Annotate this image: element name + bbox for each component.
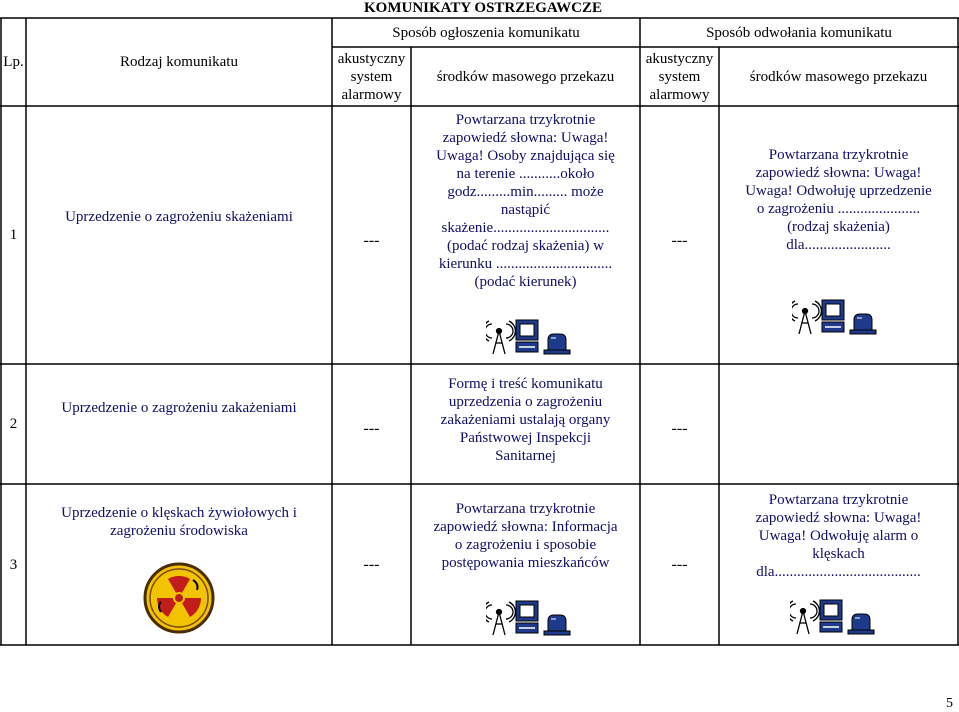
document-title: KOMUNIKATY OSTRZEGAWCZE <box>364 0 602 16</box>
radio-tower-icon <box>790 601 819 634</box>
siren-icon <box>544 334 570 354</box>
row-2-rodzaj: Uprzedzenie o zagrożeniu zakażeniami <box>61 400 297 416</box>
text-line: zapowiedź słowna: Informacja <box>433 519 618 535</box>
text-line: Uwaga! Osoby znajdująca się <box>436 148 615 164</box>
header-rodzaj: Rodzaj komunikatu <box>120 54 238 70</box>
header-akustyczny-ogl <box>332 47 411 106</box>
row-1-ogl-akustyczny: --- <box>363 232 380 249</box>
text-line: Uwaga! Odwołuję uprzedzenie <box>745 183 932 199</box>
text-line: klęskach <box>812 546 865 562</box>
text-line: (podać rodzaj skażenia) w <box>446 238 604 254</box>
text-line: zakażeniami ustalają organy <box>440 412 611 428</box>
row-1-lp: 1 <box>9 227 18 243</box>
header-akustyczny-label: akustyczny <box>645 50 714 67</box>
computer-monitor-icon <box>516 320 538 352</box>
row-2-odw-akustyczny: --- <box>671 420 688 437</box>
row-3-rodzaj <box>26 500 332 544</box>
header-media-odw: środków masowego przekazu <box>749 68 928 85</box>
row-3-odw-akustyczny: --- <box>671 555 688 573</box>
text-line: Powtarzana trzykrotnie <box>768 492 909 508</box>
text-line: Formę i treść komunikatu <box>448 376 603 392</box>
text-line: godz.........min......... może <box>447 184 604 200</box>
text-line: Państwowej Inspekcji <box>459 430 592 446</box>
media-icon-group <box>792 296 878 336</box>
text-line: Powtarzana trzykrotnie <box>455 501 596 517</box>
header-sposob-odwolania: Sposób odwołania komunikatu <box>706 24 892 41</box>
text-line: zapowiedź słowna: Uwaga! <box>755 165 922 181</box>
row-3-ogl-akustyczny: --- <box>363 555 380 573</box>
text-line: dla....................... <box>786 237 891 253</box>
computer-monitor-icon <box>822 300 844 332</box>
text-line: (rodzaj skażenia) <box>787 219 890 235</box>
text-line: o zagrożeniu i sposobie <box>454 537 597 553</box>
header-akustyczny-odw <box>640 47 719 106</box>
header-akustyczny-label: akustyczny <box>337 50 406 67</box>
computer-monitor-icon <box>820 600 842 632</box>
page-number: 5 <box>946 696 953 711</box>
text-line: postępowania mieszkańców <box>441 555 610 571</box>
radio-tower-icon <box>486 602 515 635</box>
text-line: zapowiedź słowna: Uwaga! <box>442 130 609 146</box>
row-1-ogl-media <box>411 106 640 296</box>
row-2-lp: 2 <box>9 416 18 432</box>
text-line: Uwaga! Odwołuję alarm o <box>758 528 919 544</box>
text-line: (podać kierunek) <box>474 274 577 290</box>
row-3-lp: 3 <box>9 556 18 573</box>
row-3-odw-media <box>719 488 958 584</box>
header-sposob-ogloszenia: Sposób ogłoszenia komunikatu <box>392 24 580 41</box>
text-line: Powtarzana trzykrotnie <box>455 112 596 128</box>
radio-tower-icon <box>792 301 821 334</box>
text-line: zagrożeniu środowiska <box>110 523 248 539</box>
siren-icon <box>848 614 874 634</box>
row-1-odw-media <box>719 140 958 260</box>
text-line: nastąpić <box>500 202 551 218</box>
text-line: zapowiedź słowna: Uwaga! <box>755 510 922 526</box>
media-icon-group <box>486 597 572 637</box>
media-icon-group <box>790 596 876 636</box>
header-system-label: system <box>658 68 701 85</box>
text-line: dla....................................... <box>756 564 921 580</box>
hazard-warning-sign-icon <box>143 562 215 634</box>
header-media-ogl: środków masowego przekazu <box>436 68 615 85</box>
text-line: uprzedzenia o zagrożeniu <box>448 394 603 410</box>
row-1-odw-akustyczny: --- <box>671 232 688 249</box>
header-alarmowy-label: alarmowy <box>341 86 402 103</box>
text-line: skażenie............................... <box>441 220 610 236</box>
text-line: kierunku ............................... <box>438 256 613 272</box>
row-3-ogl-media <box>411 498 640 574</box>
siren-icon <box>544 615 570 635</box>
text-line: Powtarzana trzykrotnie <box>768 147 909 163</box>
computer-monitor-icon <box>516 601 538 633</box>
row-2-ogl-media <box>411 370 640 470</box>
text-line: Sanitarnej <box>495 448 556 464</box>
radio-tower-icon <box>486 321 515 354</box>
header-lp: Lp. <box>3 54 24 70</box>
text-line: na terenie ...........około <box>456 166 595 182</box>
header-alarmowy-label: alarmowy <box>649 86 710 103</box>
row-1-rodzaj: Uprzedzenie o zagrożeniu skażeniami <box>65 209 293 225</box>
header-system-label: system <box>350 68 393 85</box>
text-line: Uprzedzenie o klęskach żywiołowych i <box>61 505 297 521</box>
media-icon-group <box>486 316 572 356</box>
text-line: o zagrożeniu ...................... <box>756 201 921 217</box>
siren-icon <box>850 314 876 334</box>
row-2-ogl-akustyczny: --- <box>363 420 380 437</box>
